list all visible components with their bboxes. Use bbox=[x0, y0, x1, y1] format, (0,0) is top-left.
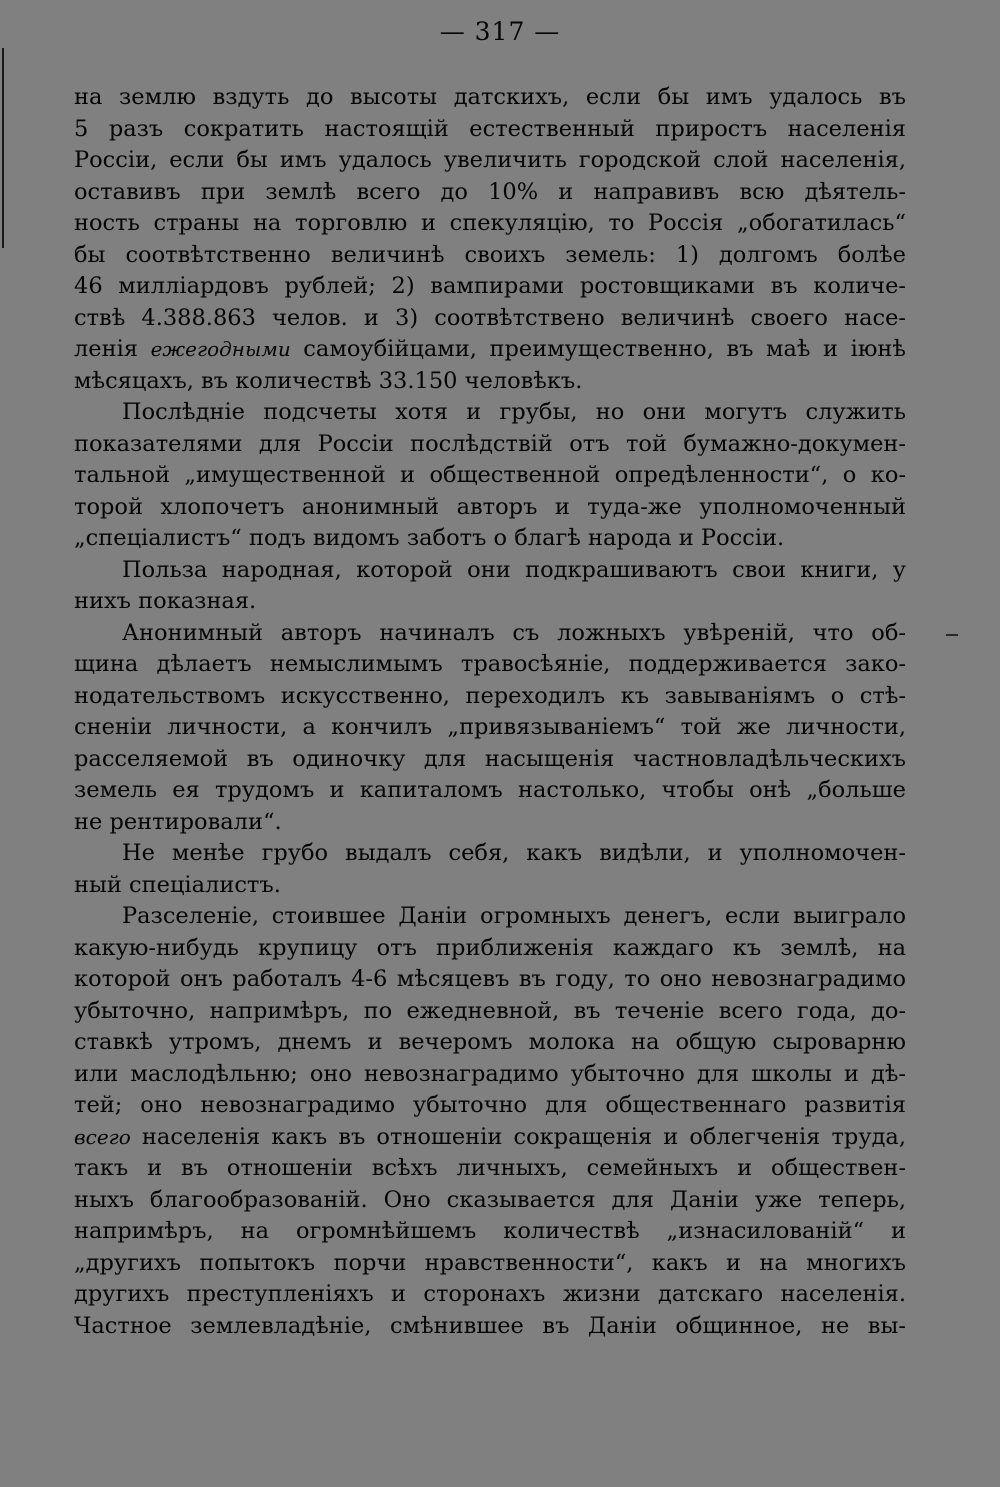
body-text bbox=[74, 82, 906, 1342]
text-line: не рентировали“. bbox=[74, 808, 282, 835]
page-number: — 317 — bbox=[439, 17, 561, 46]
text-line: бы соотвѣтственно величинѣ своихъ земель: 1) долгомъ болѣе bbox=[74, 241, 906, 268]
text-fragment: населенія какъ въ отношеніи сокращенія и облегченія труда, bbox=[130, 1123, 906, 1150]
text-line: показателями для Россіи послѣдствій отъ той бумажно-докумен- bbox=[74, 430, 906, 457]
italic-word: ежегодными bbox=[150, 337, 291, 361]
margin-mark bbox=[946, 634, 958, 636]
text-line: убыточно, напримѣръ, по ежедневной, въ теченіе всего года, до- bbox=[74, 997, 906, 1024]
italic-word: всего bbox=[74, 1124, 131, 1149]
text-line: расселяемой въ одиночку для насыщенія частновладѣльческихъ bbox=[74, 745, 906, 772]
text-line: нодательствомъ искусственно, переходилъ къ завываніямъ о стѣ- bbox=[74, 682, 906, 709]
text-line: или маслодѣльню; оно невознаградимо убыточно для школы и дѣ- bbox=[74, 1060, 906, 1087]
text-line: 5 разъ сократить настоящій естественный приростъ населенія bbox=[74, 115, 906, 142]
text-line bbox=[74, 1122, 906, 1154]
text-line: „спеціалистъ“ подъ видомъ заботъ о благѣ народа и Россіи. bbox=[74, 525, 785, 551]
text-line: ный спеціалистъ. bbox=[74, 871, 281, 898]
paragraph-first-line: Разселеніе, стоившее Даніи огромныхъ денегъ, если выиграло bbox=[122, 903, 906, 929]
text-line: Частное землевладѣніе, смѣнившее въ Даніи общинное, не вы- bbox=[74, 1312, 906, 1339]
text-line: земель ея трудомъ и капиталомъ настолько, чтобы онѣ „больше bbox=[74, 777, 906, 803]
text-line: оставивъ при землѣ всего до 10% и направивъ всю дѣятель- bbox=[74, 178, 906, 205]
paragraph-first-line: Послѣдніе подсчеты хотя и грубы, но они могутъ служить bbox=[122, 399, 906, 425]
text-line: напримѣръ, на огромнѣйшемъ количествѣ „изнасилованій“ и bbox=[74, 1218, 906, 1244]
text-line: тей; оно невознаградимо убыточно для общественнаго развитія bbox=[74, 1092, 906, 1118]
text-fragment: самоубійцами, преимущественно, въ маѣ и іюнѣ bbox=[290, 336, 906, 362]
paragraph-first-line: Польза народная, которой они подкрашиваютъ свои книги, у bbox=[122, 556, 906, 583]
text-line: щина дѣлаетъ немыслимымъ травосѣяніе, поддерживается зако- bbox=[74, 651, 906, 677]
text-line: какую-нибудь крупицу отъ приближенія каждаго къ землѣ, на bbox=[74, 934, 906, 961]
text-line: на землю вздуть до высоты датскихъ, если бы имъ удалось въ bbox=[74, 84, 906, 110]
text-line: другихъ преступленіяхъ и сторонахъ жизни датскаго населенія. bbox=[74, 1281, 906, 1307]
text-line: ставкѣ утромъ, днемъ и вечеромъ молока на общую сыроварню bbox=[74, 1029, 906, 1055]
text-line: ствѣ 4.388.863 челов. и 3) соотвѣтствено величинѣ своего насе- bbox=[74, 304, 906, 331]
text-line: 46 милліардовъ рублей; 2) вампирами ростовщиками въ количе- bbox=[74, 273, 906, 299]
text-line: ныхъ благообразованій. Оно сказывается для Даніи уже теперь, bbox=[74, 1186, 906, 1213]
text-line: „другихъ попытокъ порчи нравственности“, какъ и на многихъ bbox=[74, 1249, 906, 1276]
text-line: сненіи личности, а кончилъ „привязываніемъ“ той же личности, bbox=[74, 714, 906, 740]
text-line bbox=[74, 334, 906, 366]
page-edge-mark bbox=[2, 48, 4, 248]
text-fragment: ленія bbox=[74, 336, 151, 362]
text-line: Россіи, если бы имъ удалось увеличить городской слой населенія, bbox=[74, 147, 906, 173]
paragraph-first-line: Анонимный авторъ начиналъ съ ложныхъ увѣреній, что об- bbox=[122, 619, 906, 646]
text-line: которой онъ работалъ 4-6 мѣсяцевъ въ году, то оно невознаградимо bbox=[74, 966, 906, 992]
paragraph-first-line: Не менѣе грубо выдалъ себя, какъ видѣли, и уполномочен- bbox=[122, 840, 906, 866]
text-line: ность страны на торговлю и спекуляцію, то Россія „обогатилась“ bbox=[74, 210, 906, 236]
text-line: нихъ показная. bbox=[74, 588, 257, 614]
text-line: мѣсяцахъ, въ количествѣ 33.150 человѣкъ. bbox=[74, 367, 583, 394]
text-line: тальной „имущественной и общественной опредѣленности“, о ко- bbox=[74, 462, 906, 488]
text-line: торой хлопочетъ анонимный авторъ и туда-же уполномоченный bbox=[74, 493, 906, 520]
text-line: такъ и въ отношеніи всѣхъ личныхъ, семейныхъ и обществен- bbox=[74, 1155, 906, 1181]
